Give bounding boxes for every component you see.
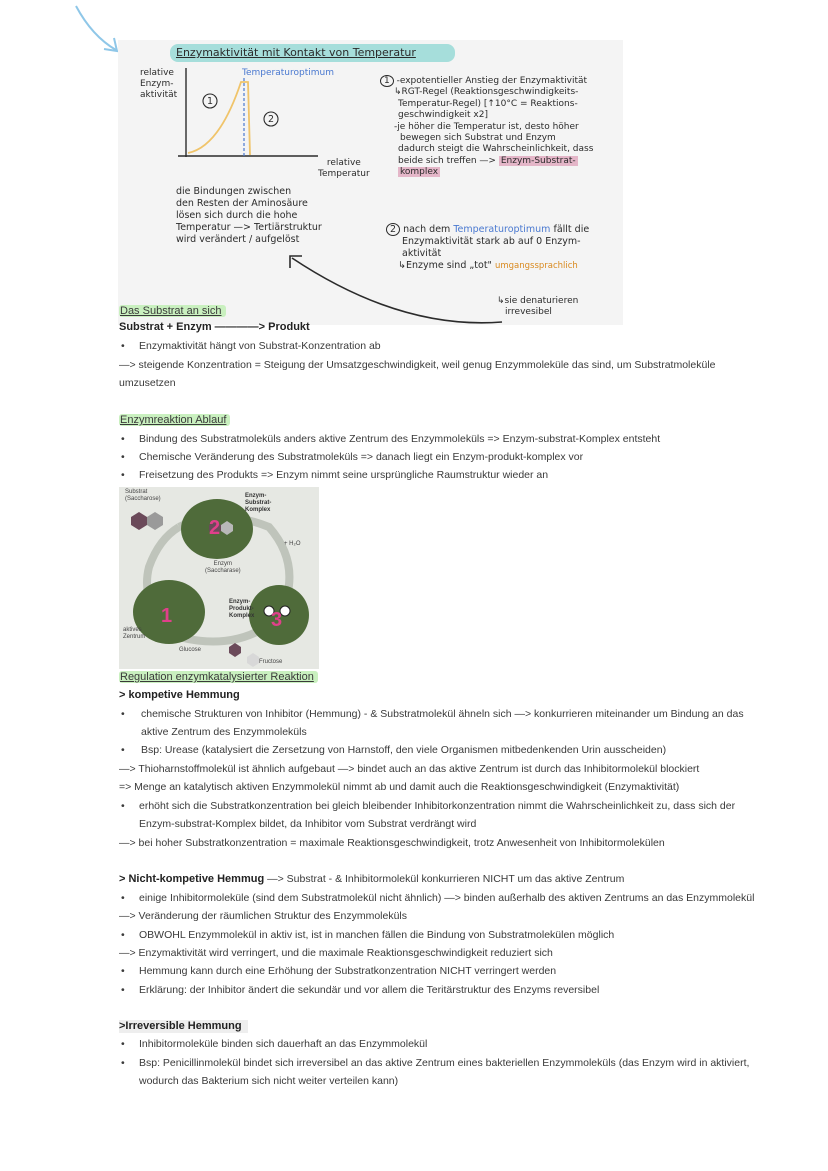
fig-h2o-label: + H₂O bbox=[284, 541, 301, 547]
substrat-heading: Das Substrat an sich bbox=[119, 305, 226, 318]
kompetitiv-line: —> Thioharnstoffmolekül ist ähnlich aufgebaut —> bindet auch an das aktive Zentrum ist durch das Inhibitormolekül blockiert bbox=[119, 763, 700, 775]
fig-enzym-label: Enzym (Saccharase) bbox=[205, 561, 241, 574]
nichtkompetitiv-line: Hemmung kann durch eine Erhöhung der Substratkonzentration NICHT verringert werden bbox=[139, 965, 557, 977]
irreversibel-line: wodurch das Bakterium sich nicht weiter verteilen kann) bbox=[139, 1075, 399, 1087]
kompetitiv-line: Bsp: Urease (katalysiert die Zersetzung von Harnstoff, den viele Organismen mitbedenkenden Urin ausscheiden) bbox=[141, 744, 667, 756]
nichtkompetitiv-title: > Nicht-kompetive Hemmug —> Substrat - & Inhibitormolekül konkurrieren NICHT um das aktive Zentrum bbox=[119, 873, 625, 885]
complex-highlight: Enzym-Substrat- bbox=[500, 155, 576, 166]
substrat-line: —> steigende Konzentration = Steigung der Umsatzgeschwindigkeit, weil genug Enzymmoleküle das sind, um Substratmoleküle bbox=[119, 359, 716, 371]
graph-ylabel: relative Enzym- aktivität bbox=[140, 68, 178, 100]
curved-arrow-icon bbox=[280, 248, 510, 330]
fig-aktives-label: aktives Zentrum bbox=[123, 627, 146, 640]
enzyme-cycle-figure bbox=[119, 487, 319, 669]
kompetitiv-line: —> bei hoher Substratkonzentration = maximale Reaktionsgeschwindigkeit, trotz Anwesenheit von Inhibitormolekülen bbox=[119, 837, 665, 849]
fig-step-1: 1 bbox=[161, 605, 173, 627]
nichtkompetitiv-line: OBWOHL Enzymmolekül in aktiv ist, ist in manchen fällen die Bindung von Substratmolekülen möglich bbox=[139, 929, 615, 941]
substrat-line-cont: umzusetzen bbox=[119, 377, 176, 389]
substrat-equation: Substrat + Enzym ————> Produkt bbox=[119, 321, 310, 333]
irreversibel-title: >Irreversible Hemmung bbox=[119, 1020, 248, 1033]
point-2-notes: 2 nach dem Temperaturoptimum fällt die Enzymaktivität stark ab auf 0 Enzym- aktivität ↳Enzyme sind „tot" umgangssprachlich bbox=[386, 224, 622, 272]
fig-step-2: 2 bbox=[209, 517, 221, 539]
fig-epk-label: Enzym- Produkt- Komplex bbox=[229, 599, 255, 619]
nichtkompetitiv-line: —> Veränderung der räumlichen Struktur des Enzymmoleküls bbox=[119, 910, 408, 922]
fig-fructose-label: Fructose bbox=[259, 659, 283, 665]
irreversibel-line: Bsp: Penicillinmolekül bindet sich irreversibel an das aktive Zentrum eines bakteriellen Enzymmoleküls (das Enzym wird in aktiviert, bbox=[139, 1057, 750, 1069]
region-2-label: 2 bbox=[268, 114, 275, 125]
nichtkompetitiv-line: —> Enzymaktivität wird verringert, und die maximale Reaktionsgeschwindigkeit reduziert sich bbox=[119, 947, 553, 959]
irreversibel-line: Inhibitormoleküle binden sich dauerhaft an das Enzymmolekül bbox=[139, 1038, 428, 1050]
notes-title: Enzymaktivität mit Kontakt von Temperatur bbox=[176, 46, 416, 59]
substrat-bullet: Enzymaktivität hängt von Substrat-Konzentration ab bbox=[139, 340, 381, 352]
peak-label: Temperaturoptimum bbox=[242, 68, 334, 78]
fig-step-3: 3 bbox=[271, 609, 283, 631]
ablauf-item: Bindung des Substratmoleküls anders aktive Zentrum des Enzymmoleküls => Enzym-substrat-Komplex entsteht bbox=[139, 433, 661, 445]
kompetitiv-line: chemische Strukturen von Inhibitor (Hemmung) - & Substratmolekül ähneln sich —> konkurrieren miteinander um Bindung an das bbox=[141, 708, 744, 720]
ablauf-heading: Enzymreaktion Ablauf bbox=[119, 414, 230, 427]
ablauf-item: Chemische Veränderung des Substratmoleküls => danach liegt ein Enzym-produkt-komplex vor bbox=[139, 451, 584, 463]
bullet-dot: • bbox=[121, 340, 125, 352]
regulation-heading: Regulation enzymkatalysierter Reaktion bbox=[119, 671, 318, 684]
binding-note: die Bindungen zwischen den Resten der Aminosäure lösen sich durch die hohe Temperatur —> Tertiärstruktur wird verändert / aufgelöst bbox=[176, 186, 322, 245]
point-1-notes: 1 -expotentieller Anstieg der Enzymaktivität ↳RGT-Regel (Reaktionsgeschwindigkeits- Temperatur-Regel) [↑10°C = Reaktions- geschwindigkeit x2] -je höher die Temperatur ist, desto höher bewegen sich Substrat und Enzym dadurch steigt die Wahrscheinlichkeit, dass beide sich treffen —> Enzym-Substrat- komplex bbox=[380, 76, 620, 179]
region-1-label: 1 bbox=[207, 96, 214, 107]
fig-substrat-label: Substrat (Saccharose) bbox=[125, 489, 161, 502]
kompetitiv-title: > kompetive Hemmung bbox=[119, 689, 240, 701]
kompetitiv-line: aktive Zentrum des Enzymmoleküls bbox=[141, 726, 307, 738]
kompetitiv-line: => Menge an katalytisch aktiven Enzymmolekül nimmt ab und damit auch die Reaktionsgeschwindigkeit (Enzymaktivität) bbox=[119, 781, 680, 793]
activity-curve bbox=[188, 82, 250, 155]
nichtkompetitiv-line: Erklärung: der Inhibitor ändert die sekundär und vor allem die Teritärstruktur des Enzyms reversibel bbox=[139, 984, 600, 996]
kompetitiv-line: Enzym-substrat-Komplex bildet, da Inhibitor vom Substrat verdrängt wird bbox=[139, 818, 477, 830]
graph-xlabel: relative Temperatur bbox=[318, 158, 370, 179]
fig-glucose-label: Glucose bbox=[179, 647, 202, 653]
ablauf-item: Freisetzung des Produkts => Enzym nimmt seine ursprüngliche Raumstruktur wieder an bbox=[139, 469, 549, 481]
nichtkompetitiv-line: einige Inhibitormoleküle (sind dem Substratmolekül nicht ähnlich) —> binden außerhalb des aktiven Zentrums an das Enzymmolekül bbox=[139, 892, 755, 904]
fig-esk-label: Enzym- Substrat- Komplex bbox=[245, 493, 272, 513]
denature-note: ↳sie denaturieren irrevesibel bbox=[497, 296, 579, 317]
kompetitiv-line: erhöht sich die Substratkonzentration bei gleich bleibender Inhibitorkonzentration nimmt die Wahrscheinlichkeit zu, dass sich der bbox=[139, 800, 736, 812]
